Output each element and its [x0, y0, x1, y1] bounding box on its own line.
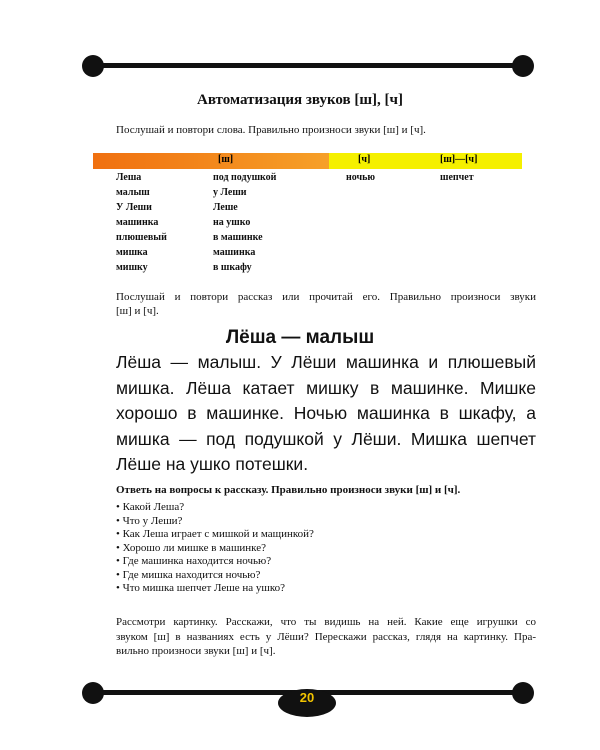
questions-heading: Ответь на вопросы к рассказу. Правильно произноси звуки [ш] и [ч].: [116, 484, 461, 496]
story-text: [116, 350, 536, 478]
word-1: ночью: [346, 172, 376, 183]
word-3: Леше: [213, 202, 238, 213]
words-column-2: [213, 170, 276, 275]
final-line: вильно произноси звуки [ш] и [ч].: [116, 645, 276, 657]
instruction-words: Послушай и повтори слова. Правильно произноси звуки [ш] и [ч].: [116, 124, 426, 136]
word-2: малыш: [116, 187, 150, 198]
word-3: У Леши: [116, 202, 152, 213]
header-ch: [ч]: [358, 154, 371, 165]
instruction-story: [116, 290, 536, 318]
question-item: • Где мишка находится ночью?: [116, 569, 314, 583]
word-1: шепчет: [440, 172, 474, 183]
header-sh: [ш]: [218, 154, 234, 165]
instruction-story-line-1: Послушай и повтори рассказ или прочитай его. Правильно произноси звуки: [116, 291, 536, 303]
header-sh-ch: [ш]—[ч]: [440, 154, 478, 165]
final-line: Рассмотри картинку. Расскажи, что ты видишь на ней. Какие еще игрушки со: [116, 616, 536, 628]
question-item: • Что мишка шепчет Леше на ушко?: [116, 582, 314, 596]
word-5: в машинке: [213, 232, 263, 243]
story-line: мишка — под подушкой у Лёши. Мишка шепчет: [116, 428, 536, 449]
word-4: машинка: [116, 217, 159, 228]
words-column-1: [116, 170, 167, 275]
page-title: Автоматизация звуков [ш], [ч]: [196, 92, 403, 108]
questions-list: [116, 501, 314, 596]
question-item: • Что у Леши?: [116, 515, 314, 529]
bottom-right-dot: [512, 682, 534, 704]
story-line: хорошо в машинке. Ночью машинка в шкафу, а: [116, 403, 536, 423]
final-line: звуком [ш] в названиях есть у Лёши? Перескажи рассказ, глядя на картинку. Пра-: [116, 630, 536, 643]
page-number: 20: [299, 690, 315, 705]
word-2: у Леши: [213, 187, 247, 198]
final-instruction: [116, 615, 536, 659]
words-column-4: [440, 170, 474, 185]
word-7: в шкафу: [213, 262, 252, 273]
story-title: Лёша — малыш: [225, 327, 375, 348]
top-rule: [92, 63, 522, 68]
question-item: • Где машинка находится ночью?: [116, 555, 314, 569]
word-1: под подушкой: [213, 172, 277, 183]
question-item: • Хорошо ли мишке в машинке?: [116, 542, 314, 556]
story-line: мишка. Лёша катает мишку в машинке. Мишке: [116, 377, 536, 398]
word-1: Леша: [116, 172, 142, 183]
question-item: • Как Леша играет с мишкой и мащинкой?: [116, 528, 314, 542]
top-right-dot: [512, 55, 534, 77]
instruction-story-line-2: [ш] и [ч].: [116, 305, 159, 317]
word-7: мишку: [116, 262, 148, 273]
header-bar-sh: [93, 153, 329, 169]
word-6: машинка: [213, 247, 256, 258]
story-line: Лёша — малыш. У Лёши машинка и плюшевый: [116, 352, 536, 372]
word-6: мишка: [116, 247, 148, 258]
question-item: • Какой Леша?: [116, 501, 314, 515]
word-4: на ушко: [213, 217, 251, 228]
word-5: плюшевый: [116, 232, 167, 243]
story-line: Лёше на ушко потешки.: [116, 454, 309, 474]
words-column-3: [346, 170, 375, 185]
